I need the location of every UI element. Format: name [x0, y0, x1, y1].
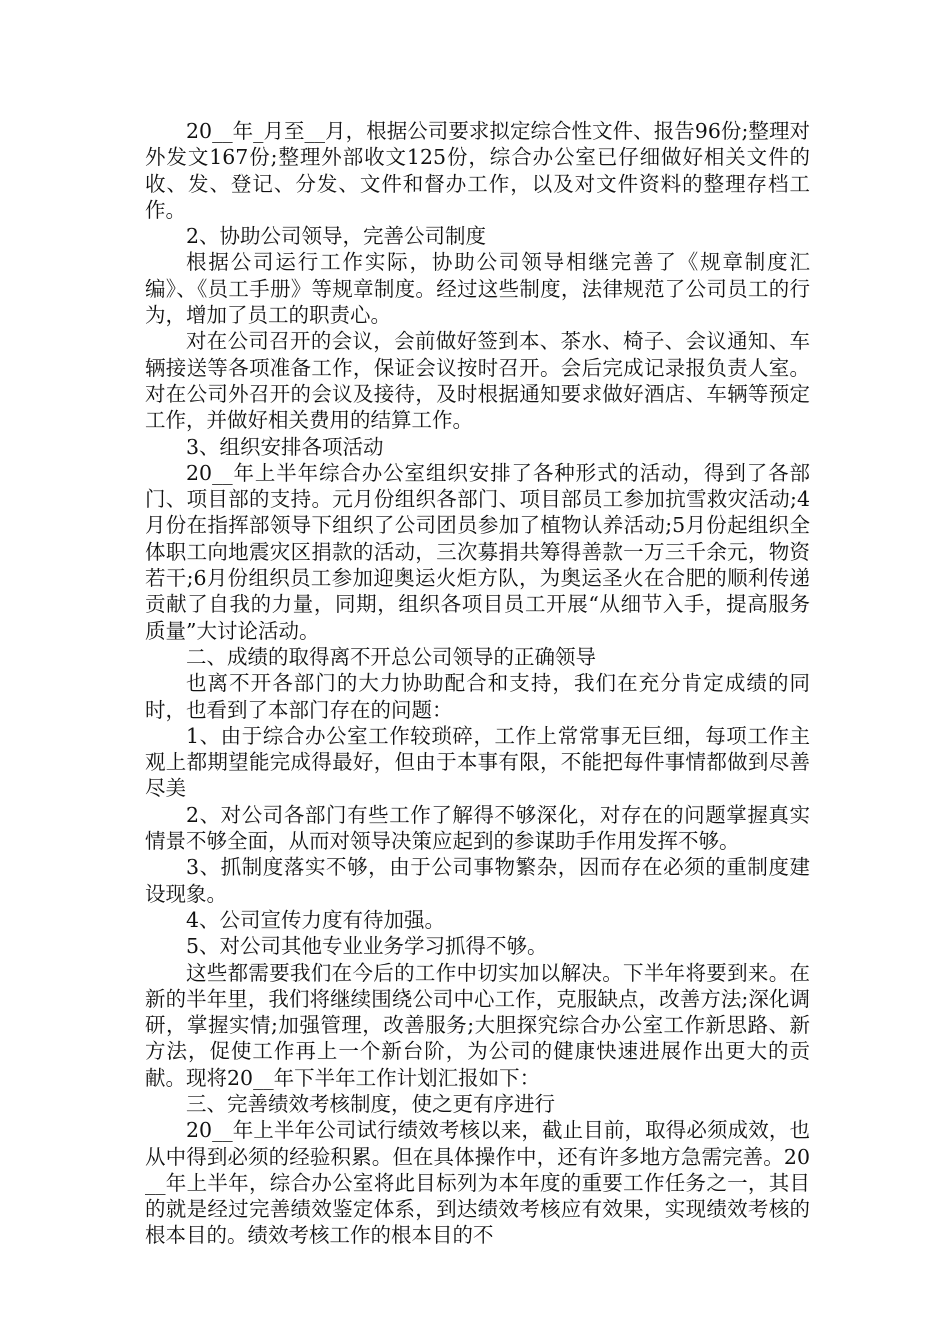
section-heading-assist-leadership: 2、协助公司领导，完善公司制度 [186, 224, 487, 249]
problem-item-2: 2、对公司各部门有些工作了解得不够深化，对存在的问题掌握真实情景不够全面，从而对领导决策应起到的参谋助手作用发挥不够。 [145, 802, 810, 854]
section-heading-activities: 3、组织安排各项活动 [186, 434, 384, 459]
paragraph-regulations: 根据公司运行工作实际，协助公司领导相继完善了《规章制度汇编》、《员工手册》等规章制度。经过这些制度，法律规范了公司员工的行为，增加了员工的职责心。 [145, 250, 810, 328]
problem-item-5: 5、对公司其他专业业务学习抓得不够。 [186, 934, 548, 959]
paragraph-second-half-plan: 这些都需要我们在今后的工作中切实加以解决。下半年将要到来。在新的半年里，我们将继续围绕公司中心工作，克服缺点，改善方法;深化调研，掌握实情;加强管理，改善服务;大胆探究综合办公室工作新思路、新方法，促使工作再上一个新台阶，为公司的健康快速进展作出更大的贡献。现将20__年下半年工作计划汇报如下： [145, 960, 810, 1090]
paragraph-meetings: 对在公司召开的会议，会前做好签到本、茶水、椅子、会议通知、车辆接送等各项准备工作，保证会议按时召开。会后完成记录报负责人室。对在公司外召开的会议及接待，及时根据通知要求做好酒店、车辆等预定工作，并做好相关费用的结算工作。 [145, 329, 810, 433]
paragraph-problems-intro: 也离不开各部门的大力协助配合和支持，我们在充分肯定成绩的同时，也看到了本部门存在的问题： [145, 671, 810, 722]
problem-item-4: 4、公司宣传力度有待加强。 [186, 907, 446, 932]
paragraph-performance: 20__年上半年公司试行绩效考核以来，截止目前，取得必须成效，也从中得到必须的经验积累。但在具体操作中，还有许多地方急需完善。20__年上半年，综合办公室将此目标列为本年度的重要工作任务之一，其目的就是经过完善绩效鉴定体系，到达绩效考核应有效果，实现绩效考核的根本目的。绩效考核工作的根本目的不 [145, 1118, 810, 1248]
paragraph-document-stats: 20__年_月至__月，根据公司要求拟定综合性文件、报告96份;整理对外发文167份;整理外部收文125份，综合办公室已仔细做好相关文件的收、发、登记、分发、文件和督办工作，以及对文件资料的整理存档工作。 [145, 119, 810, 222]
section-heading-performance: 三、完善绩效考核制度，使之更有序进行 [186, 1091, 555, 1116]
document-page [145, 118, 810, 1249]
problem-item-3: 3、抓制度落实不够，由于公司事物繁杂，因而存在必须的重制度建设现象。 [145, 855, 810, 906]
paragraph-activities: 20__年上半年综合办公室组织安排了各种形式的活动，得到了各部门、项目部的支持。元月份组织各部门、项目部员工参加抗雪救灾活动;4月份在指挥部领导下组织了公司团员参加了植物认养活动;5月份起组织全体职工向地震灾区捐款的活动，三次募捐共筹得善款一万三千余元，物资若干;6月份组织员工参加迎奥运火炬方队，为奥运圣火在合肥的顺利传递贡献了自我的力量，同期，组织各项目员工开展“从细节入手，提高服务质量”大讨论活动。 [145, 460, 810, 643]
problem-item-1: 1、由于综合办公室工作较琐碎，工作上常常事无巨细，每项工作主观上都期望能完成得最好，但由于本事有限，不能把每件事情都做到尽善尽美 [145, 723, 810, 801]
section-heading-achievements: 二、成绩的取得离不开总公司领导的正确领导 [186, 644, 596, 669]
